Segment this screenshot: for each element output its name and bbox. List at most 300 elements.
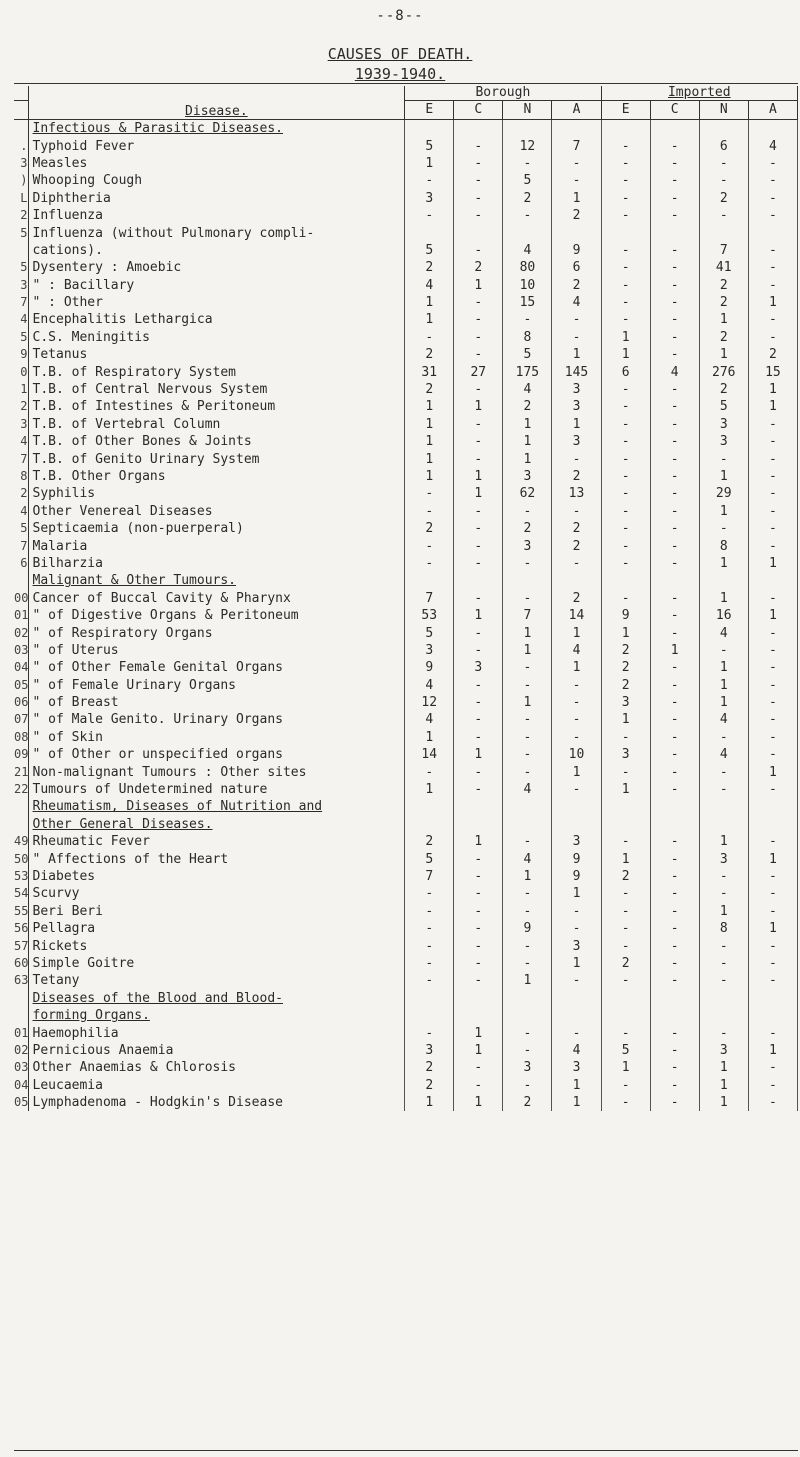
row-code: ): [20, 173, 28, 188]
row-code: [14, 990, 28, 1007]
count-cell: 3: [405, 1042, 454, 1059]
table-body: [14, 120, 798, 1112]
count-cell: -: [454, 590, 503, 607]
row-code: 54: [14, 886, 29, 901]
count-cell: -: [454, 711, 503, 728]
count-cell: 1: [748, 607, 797, 624]
count-cell: -: [650, 346, 699, 363]
count-cell: 6: [699, 137, 748, 154]
table-row: [14, 833, 798, 850]
count-cell: -: [748, 277, 797, 294]
count-cell: [650, 798, 699, 815]
count-cell: 1: [405, 416, 454, 433]
row-code: 02: [14, 1042, 29, 1057]
count-cell: 4: [503, 381, 552, 398]
count-cell: 2: [503, 520, 552, 537]
count-cell: [503, 798, 552, 815]
count-cell: [748, 990, 797, 1007]
row-code: 53: [14, 868, 29, 883]
row-code: 63: [14, 973, 29, 988]
table-row: [14, 677, 798, 694]
table-row: [14, 363, 798, 380]
count-cell: -: [454, 537, 503, 554]
count-cell: [552, 120, 601, 138]
count-cell: 1: [454, 1094, 503, 1111]
count-cell: [454, 798, 503, 815]
count-cell: -: [650, 711, 699, 728]
count-cell: -: [748, 468, 797, 485]
row-code: 22: [14, 782, 29, 797]
section-heading-row: [14, 798, 798, 815]
table-row: [14, 763, 798, 780]
row-code: 2: [20, 486, 28, 501]
count-cell: 1: [748, 381, 797, 398]
count-cell: 1: [601, 346, 650, 363]
count-cell: -: [552, 781, 601, 798]
section-heading-row: [14, 572, 798, 589]
top-rule: [14, 83, 798, 84]
count-cell: 3: [601, 694, 650, 711]
count-cell: -: [454, 137, 503, 154]
count-cell: -: [503, 207, 552, 224]
count-cell: 1: [699, 694, 748, 711]
disease-name: Cancer of Buccal Cavity & Pharynx: [28, 590, 405, 607]
count-cell: 1: [503, 416, 552, 433]
count-cell: 2: [405, 381, 454, 398]
table-row: [14, 537, 798, 554]
count-cell: -: [405, 885, 454, 902]
table-row: [14, 155, 798, 172]
count-cell: 2: [601, 642, 650, 659]
count-cell: -: [650, 694, 699, 711]
row-code: 02: [14, 625, 29, 640]
section-heading-row: [14, 816, 798, 833]
row-code: 4: [20, 503, 28, 518]
count-cell: -: [601, 590, 650, 607]
count-cell: -: [650, 294, 699, 311]
disease-name: " Affections of the Heart: [28, 850, 405, 867]
count-cell: [650, 224, 699, 241]
count-cell: -: [650, 659, 699, 676]
count-cell: -: [650, 503, 699, 520]
count-cell: -: [601, 729, 650, 746]
count-cell: -: [503, 1076, 552, 1093]
header-sub-col: C: [454, 101, 503, 120]
count-cell: [405, 816, 454, 833]
table-row: [14, 329, 798, 346]
count-cell: -: [748, 972, 797, 989]
count-cell: -: [454, 172, 503, 189]
count-cell: -: [601, 537, 650, 554]
count-cell: 3: [503, 468, 552, 485]
count-cell: 1: [552, 1076, 601, 1093]
count-cell: 1: [503, 450, 552, 467]
row-code: [14, 120, 28, 138]
disease-name: " of Uterus: [28, 642, 405, 659]
count-cell: [405, 798, 454, 815]
count-cell: 1: [552, 416, 601, 433]
count-cell: 9: [503, 920, 552, 937]
table-row: [14, 694, 798, 711]
count-cell: 1: [405, 398, 454, 415]
count-cell: 4: [552, 294, 601, 311]
disease-name: Simple Goitre: [28, 955, 405, 972]
count-cell: -: [650, 416, 699, 433]
count-cell: 2: [601, 868, 650, 885]
count-cell: -: [454, 781, 503, 798]
table-row: [14, 972, 798, 989]
disease-name: T.B. of Central Nervous System: [28, 381, 405, 398]
count-cell: 3: [503, 1059, 552, 1076]
count-cell: -: [748, 677, 797, 694]
disease-name: Malaria: [28, 537, 405, 554]
count-cell: 1: [748, 1042, 797, 1059]
count-cell: -: [552, 503, 601, 520]
table-row: [14, 1042, 798, 1059]
count-cell: [552, 816, 601, 833]
table-row: [14, 277, 798, 294]
header-group-row: [14, 86, 798, 101]
disease-name: " of Male Genito. Urinary Organs: [28, 711, 405, 728]
table-row: [14, 137, 798, 154]
row-code: 56: [14, 921, 29, 936]
count-cell: 1: [748, 763, 797, 780]
count-cell: -: [650, 677, 699, 694]
header-sub-col: N: [699, 101, 748, 120]
count-cell: [454, 224, 503, 241]
count-cell: 2: [503, 398, 552, 415]
row-code: 60: [14, 955, 29, 970]
table-row: [14, 903, 798, 920]
count-cell: 2: [601, 659, 650, 676]
table-row: [14, 172, 798, 189]
count-cell: 1: [454, 833, 503, 850]
count-cell: 6: [601, 363, 650, 380]
count-cell: -: [601, 172, 650, 189]
count-cell: 1: [552, 659, 601, 676]
count-cell: -: [650, 155, 699, 172]
count-cell: -: [650, 763, 699, 780]
row-code: 05: [14, 1095, 29, 1110]
count-cell: 2: [699, 381, 748, 398]
count-cell: [552, 572, 601, 589]
count-cell: -: [650, 1024, 699, 1041]
count-cell: -: [454, 555, 503, 572]
count-cell: -: [503, 503, 552, 520]
count-cell: 7: [405, 868, 454, 885]
count-cell: -: [650, 590, 699, 607]
row-code: 3: [20, 155, 28, 170]
count-cell: 1: [405, 450, 454, 467]
count-cell: 53: [405, 607, 454, 624]
count-cell: 1: [405, 155, 454, 172]
count-cell: -: [503, 677, 552, 694]
count-cell: -: [503, 763, 552, 780]
count-cell: -: [454, 972, 503, 989]
count-cell: -: [552, 677, 601, 694]
count-cell: 2: [503, 190, 552, 207]
count-cell: 8: [699, 920, 748, 937]
count-cell: 6: [552, 259, 601, 276]
count-cell: -: [454, 207, 503, 224]
table-row: [14, 207, 798, 224]
count-cell: 1: [454, 746, 503, 763]
count-cell: -: [405, 903, 454, 920]
table-row: [14, 850, 798, 867]
count-cell: 3: [405, 642, 454, 659]
disease-name: T.B. Other Organs: [28, 468, 405, 485]
count-cell: 2: [699, 190, 748, 207]
count-cell: 1: [699, 346, 748, 363]
count-cell: -: [454, 190, 503, 207]
count-cell: -: [552, 1024, 601, 1041]
count-cell: -: [454, 850, 503, 867]
count-cell: [699, 990, 748, 1007]
count-cell: 1: [503, 694, 552, 711]
count-cell: 1: [699, 659, 748, 676]
page-title: [0, 44, 800, 84]
count-cell: -: [405, 955, 454, 972]
table-row: [14, 955, 798, 972]
disease-name: Other Venereal Diseases: [28, 503, 405, 520]
count-cell: -: [454, 920, 503, 937]
count-cell: 1: [405, 781, 454, 798]
count-cell: -: [454, 311, 503, 328]
count-cell: -: [454, 642, 503, 659]
count-cell: 4: [699, 624, 748, 641]
count-cell: 1: [748, 294, 797, 311]
table-row: [14, 868, 798, 885]
disease-name: Scurvy: [28, 885, 405, 902]
count-cell: 4: [650, 363, 699, 380]
count-cell: 13: [552, 485, 601, 502]
causes-of-death-table-wrap: [14, 86, 798, 1111]
table-row: [14, 607, 798, 624]
count-cell: -: [601, 972, 650, 989]
row-code: 03: [14, 1060, 29, 1075]
count-cell: -: [650, 885, 699, 902]
section-heading: Other General Diseases.: [28, 816, 405, 833]
count-cell: 1: [601, 711, 650, 728]
count-cell: 2: [552, 207, 601, 224]
count-cell: 1: [405, 1094, 454, 1111]
count-cell: 1: [699, 555, 748, 572]
count-cell: [601, 816, 650, 833]
count-cell: -: [503, 746, 552, 763]
count-cell: 3: [503, 537, 552, 554]
count-cell: 3: [601, 746, 650, 763]
count-cell: [748, 1007, 797, 1024]
row-code: [14, 242, 28, 259]
count-cell: 1: [552, 763, 601, 780]
count-cell: [405, 1007, 454, 1024]
count-cell: 2: [601, 677, 650, 694]
count-cell: -: [552, 711, 601, 728]
count-cell: 1: [454, 1024, 503, 1041]
disease-name: Tumours of Undetermined nature: [28, 781, 405, 798]
count-cell: -: [748, 885, 797, 902]
count-cell: [503, 120, 552, 138]
count-cell: -: [503, 155, 552, 172]
count-cell: 4: [503, 850, 552, 867]
count-cell: 2: [405, 833, 454, 850]
row-code: L: [20, 190, 28, 205]
count-cell: [405, 990, 454, 1007]
disease-name: Other Anaemias & Chlorosis: [28, 1059, 405, 1076]
row-code: 3: [20, 277, 28, 292]
count-cell: -: [503, 1024, 552, 1041]
count-cell: 4: [503, 242, 552, 259]
count-cell: -: [699, 937, 748, 954]
count-cell: -: [650, 781, 699, 798]
table-row: [14, 259, 798, 276]
count-cell: [699, 798, 748, 815]
table-row: [14, 555, 798, 572]
row-code: 7: [20, 538, 28, 553]
count-cell: 1: [454, 485, 503, 502]
disease-name: " : Other: [28, 294, 405, 311]
count-cell: [454, 1007, 503, 1024]
count-cell: -: [699, 868, 748, 885]
count-cell: 1: [748, 398, 797, 415]
count-cell: 1: [601, 850, 650, 867]
count-cell: -: [748, 503, 797, 520]
count-cell: 14: [552, 607, 601, 624]
disease-name: Beri Beri: [28, 903, 405, 920]
count-cell: 2: [552, 468, 601, 485]
count-cell: -: [650, 433, 699, 450]
count-cell: -: [650, 398, 699, 415]
count-cell: 3: [405, 190, 454, 207]
count-cell: -: [650, 242, 699, 259]
count-cell: [748, 572, 797, 589]
count-cell: 9: [601, 607, 650, 624]
count-cell: [601, 1007, 650, 1024]
table-row: [14, 624, 798, 641]
count-cell: -: [601, 503, 650, 520]
count-cell: 2: [405, 259, 454, 276]
count-cell: -: [454, 242, 503, 259]
table-row: [14, 885, 798, 902]
section-heading-row: [14, 120, 798, 138]
header-sub-col: A: [552, 101, 601, 120]
count-cell: 1: [748, 850, 797, 867]
count-cell: [650, 1007, 699, 1024]
count-cell: -: [650, 311, 699, 328]
count-cell: 2: [405, 346, 454, 363]
row-code: 06: [14, 695, 29, 710]
disease-name: Diabetes: [28, 868, 405, 885]
header-sub-col: C: [650, 101, 699, 120]
header-sub-col: E: [601, 101, 650, 120]
count-cell: 1: [699, 833, 748, 850]
row-code: 55: [14, 903, 29, 918]
count-cell: 1: [699, 677, 748, 694]
count-cell: -: [454, 450, 503, 467]
count-cell: 4: [699, 711, 748, 728]
table-row: [14, 242, 798, 259]
count-cell: 1: [601, 624, 650, 641]
count-cell: 1: [552, 955, 601, 972]
count-cell: -: [454, 329, 503, 346]
section-heading: Diseases of the Blood and Blood-: [28, 990, 405, 1007]
count-cell: -: [454, 294, 503, 311]
count-cell: 5: [405, 137, 454, 154]
count-cell: 2: [748, 346, 797, 363]
count-cell: [503, 816, 552, 833]
count-cell: 1: [699, 1059, 748, 1076]
count-cell: -: [748, 868, 797, 885]
count-cell: 3: [699, 416, 748, 433]
count-cell: -: [650, 972, 699, 989]
count-cell: -: [650, 329, 699, 346]
count-cell: 1: [699, 468, 748, 485]
count-cell: 2: [552, 277, 601, 294]
disease-name: " of Other or unspecified organs: [28, 746, 405, 763]
count-cell: -: [748, 172, 797, 189]
count-cell: 1: [699, 903, 748, 920]
count-cell: -: [454, 1059, 503, 1076]
count-cell: 1: [405, 294, 454, 311]
count-cell: -: [650, 207, 699, 224]
count-cell: 4: [699, 746, 748, 763]
count-cell: 9: [405, 659, 454, 676]
count-cell: -: [601, 190, 650, 207]
count-cell: -: [552, 729, 601, 746]
count-cell: -: [405, 937, 454, 954]
row-code: 5: [20, 260, 28, 275]
count-cell: 1: [552, 885, 601, 902]
header-sub-col: N: [503, 101, 552, 120]
row-code: 5: [20, 329, 28, 344]
count-cell: -: [454, 763, 503, 780]
row-code: 00: [14, 590, 29, 605]
count-cell: 1: [699, 1076, 748, 1093]
count-cell: 3: [552, 1059, 601, 1076]
disease-name: T.B. of Genito Urinary System: [28, 450, 405, 467]
count-cell: [405, 120, 454, 138]
count-cell: -: [748, 1094, 797, 1111]
section-heading: Rheumatism, Diseases of Nutrition and: [28, 798, 405, 815]
count-cell: [503, 1007, 552, 1024]
count-cell: -: [650, 537, 699, 554]
disease-name: Encephalitis Lethargica: [28, 311, 405, 328]
count-cell: -: [454, 937, 503, 954]
row-code: 7: [20, 451, 28, 466]
disease-name: Lymphadenoma - Hodgkin's Disease: [28, 1094, 405, 1111]
table-row: [14, 190, 798, 207]
count-cell: -: [405, 1024, 454, 1041]
count-cell: 1: [454, 277, 503, 294]
count-cell: -: [748, 746, 797, 763]
count-cell: -: [748, 433, 797, 450]
count-cell: -: [748, 207, 797, 224]
disease-name: Tetanus: [28, 346, 405, 363]
count-cell: 10: [552, 746, 601, 763]
count-cell: 15: [503, 294, 552, 311]
count-cell: 2: [405, 1076, 454, 1093]
count-cell: 2: [601, 955, 650, 972]
disease-name: " of Skin: [28, 729, 405, 746]
count-cell: 10: [503, 277, 552, 294]
row-code: [14, 798, 28, 815]
title-line: CAUSES OF DEATH.: [327, 45, 473, 63]
count-cell: -: [405, 207, 454, 224]
count-cell: -: [699, 729, 748, 746]
count-cell: -: [748, 1024, 797, 1041]
count-cell: 4: [552, 1042, 601, 1059]
row-code: 49: [14, 834, 29, 849]
